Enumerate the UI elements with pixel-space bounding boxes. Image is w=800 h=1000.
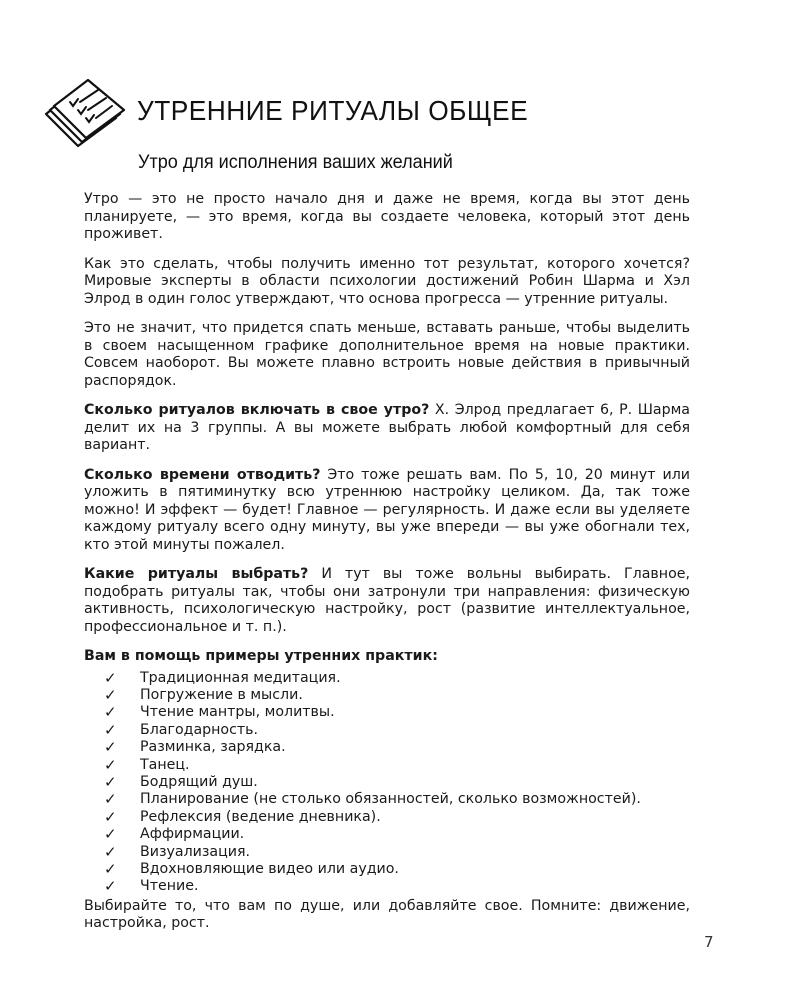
- list-heading: Вам в помощь примеры утренних практик:: [84, 648, 438, 664]
- practices-list: [84, 670, 690, 896]
- list-item-text: Рефлексия (ведение дневника).: [140, 808, 381, 825]
- paragraph-time: Это не значит, что придется спать меньше, вставать раньше, чтобы выделить в своем насыщенном графике дополнительное время на новые практики. Совсем наоборот. Вы можете плавно встроить новые действия в привычный распорядок.: [84, 320, 690, 389]
- article-body: [84, 191, 690, 945]
- list-item: [84, 704, 690, 721]
- checkmark-icon: ✓: [104, 807, 117, 826]
- list-item-text: Погружение в мысли.: [140, 686, 303, 703]
- question-how-long: Сколько времени отводить?: [84, 466, 321, 483]
- list-item-text: Вдохновляющие видео или аудио.: [140, 860, 399, 877]
- checkmark-icon: ✓: [104, 755, 117, 774]
- answer-which: И тут вы тоже вольны выбирать. Главное, подобрать ритуалы так, чтобы они затронули три направления: физическую активность, психологическую настройку, рост (развитие интеллектуальное, профессиональное и т. п.).: [84, 566, 690, 635]
- paragraph-closing: Выбирайте то, что вам по душе, или добавляйте свое. Помните: движение, настройка, рост.: [84, 897, 690, 932]
- checkmark-icon: ✓: [104, 825, 117, 844]
- paragraph-how-long: [84, 467, 690, 555]
- list-item: [84, 670, 690, 687]
- list-item: [84, 774, 690, 791]
- list-item: [84, 844, 690, 861]
- paragraph-intro: Утро — это не просто начало дня и даже не время, когда вы этот день планируете, — это время, когда вы создаете человека, который этот день проживет.: [84, 191, 690, 242]
- list-item-text: Танец.: [140, 756, 190, 773]
- checkmark-icon: ✓: [104, 842, 117, 861]
- list-item: [84, 878, 690, 895]
- list-item: [84, 861, 690, 878]
- list-item-text: Аффирмации.: [140, 826, 245, 843]
- list-item: [84, 687, 690, 704]
- list-item-text: Бодрящий душ.: [140, 773, 258, 790]
- paragraph-how-many: [84, 402, 690, 455]
- question-how-many: Сколько ритуалов включать в свое утро?: [84, 402, 430, 418]
- checkmark-icon: ✓: [104, 703, 117, 722]
- question-which: Какие ритуалы выбрать?: [84, 566, 309, 582]
- checklist-documents-icon: [40, 78, 126, 148]
- checkmark-icon: ✓: [104, 668, 117, 687]
- page-number: 7: [704, 933, 714, 951]
- paragraph-how: Как это сделать, чтобы получить именно тот результат, которого хочется? Мировые эксперты в области психологии достижений Робин Шарма и Хэл Элрод в один голос утверждают, что основа прогресса — утренние ритуалы.: [84, 255, 690, 307]
- list-item: [84, 826, 690, 843]
- page-title: УТРЕННИЕ РИТУАЛЫ ОБЩЕЕ: [137, 95, 529, 126]
- list-item-text: Визуализация.: [140, 843, 251, 860]
- list-item: [84, 791, 690, 808]
- checkmark-icon: ✓: [104, 790, 117, 809]
- checkmark-icon: ✓: [104, 720, 117, 739]
- checkmark-icon: ✓: [104, 685, 117, 704]
- list-item: [84, 722, 690, 739]
- page-subtitle: Утро для исполнения ваших желаний: [138, 152, 453, 173]
- list-item-text: Чтение.: [140, 878, 199, 895]
- list-item-text: Разминка, зарядка.: [140, 739, 286, 756]
- list-item: [84, 757, 690, 774]
- answer-how-long: Это тоже решать вам. По 5, 10, 20 минут или уложить в пятиминутку всю утреннюю настройку целиком. Да, так тоже можно! И эффект — будет! Главное — регулярность. И даже если вы уделяете каждому ритуалу всего одну минуту, вы уже впереди — вы уже обогнали тех, кто этой минуты пожалел.: [84, 466, 690, 553]
- checkmark-icon: ✓: [104, 859, 117, 878]
- list-item-text: Благодарность.: [140, 721, 259, 738]
- checkmark-icon: ✓: [104, 738, 117, 757]
- paragraph-which: [84, 566, 690, 636]
- list-item-text: Чтение мантры, молитвы.: [140, 704, 335, 721]
- list-item: [84, 739, 690, 756]
- list-item-text: Традиционная медитация.: [140, 669, 341, 686]
- checkmark-icon: ✓: [104, 772, 117, 791]
- answer-how-many: Х. Элрод предлагает 6, Р. Шарма делит их на 3 группы. А вы можете выбрать любой комфортный для себя вариант.: [84, 402, 690, 453]
- list-item-text: Планирование (не столько обязанностей, сколько возможностей).: [140, 791, 641, 808]
- checkmark-icon: ✓: [104, 877, 117, 896]
- list-item: [84, 809, 690, 826]
